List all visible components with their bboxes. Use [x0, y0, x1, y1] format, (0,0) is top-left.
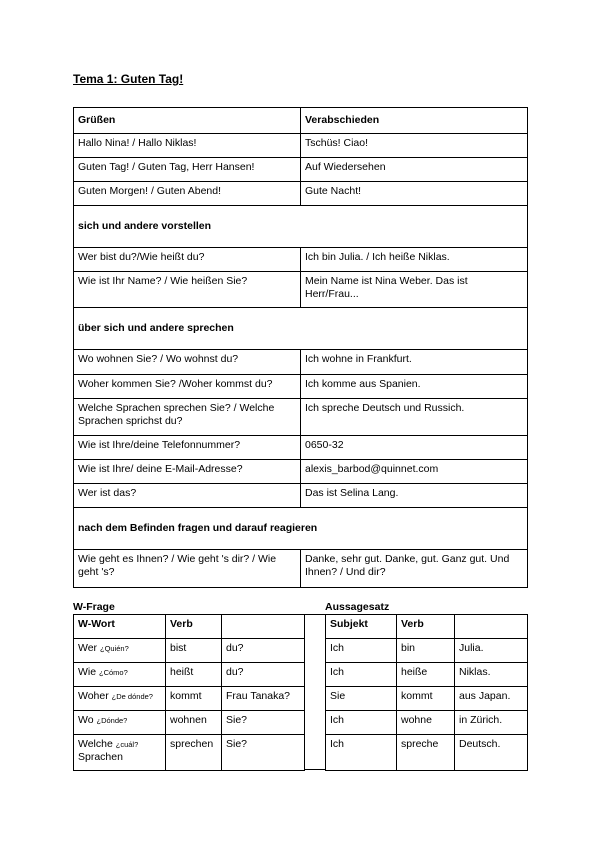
page-title: Tema 1: Guten Tag! — [73, 72, 184, 86]
table-cell: Gute Nacht! — [301, 182, 528, 206]
table-cell: Hallo Nina! / Hallo Niklas! — [74, 134, 301, 158]
table-cell: heißt — [166, 663, 222, 687]
table-cell: Ich — [326, 639, 397, 663]
table-cell: spreche — [397, 735, 455, 771]
table-cell: alexis_barbod@quinnet.com — [301, 460, 528, 484]
table-cell: Ich — [326, 663, 397, 687]
table-cell: Wie ist Ihre/deine Telefonnummer? — [74, 436, 301, 460]
table-row — [74, 711, 305, 735]
table-cell: Wo wohnen Sie? / Wo wohnst du? — [74, 350, 301, 375]
header-verb: Verb — [397, 615, 455, 639]
table-cell: Das ist Selina Lang. — [301, 484, 528, 508]
table-cell: Wer ist das? — [74, 484, 301, 508]
table-row — [74, 248, 528, 272]
table-row — [74, 639, 305, 663]
table-cell: wohnen — [166, 711, 222, 735]
table-cell: in Zürich. — [455, 711, 528, 735]
table-cell: Ich bin Julia. / Ich heiße Niklas. — [301, 248, 528, 272]
table-row — [326, 735, 528, 771]
table-row — [74, 436, 528, 460]
table-row — [74, 272, 528, 308]
table-cell: wohne — [397, 711, 455, 735]
table-row — [326, 663, 528, 687]
header-farewell: Verabschieden — [301, 108, 528, 134]
table-row — [326, 639, 528, 663]
section-heading: sich und andere vorstellen — [74, 206, 528, 248]
header-greeting: Grüßen — [74, 108, 301, 134]
table-cell: Sie? — [222, 735, 305, 771]
table-cell: Deutsch. — [455, 735, 528, 771]
spanish-translation: ¿Quién? — [99, 644, 129, 653]
header-subjekt: Subjekt — [326, 615, 397, 639]
table-row — [326, 687, 528, 711]
table-cell: Wie ist Ihre/ deine E-Mail-Adresse? — [74, 460, 301, 484]
header-verb: Verb — [166, 615, 222, 639]
table-row — [74, 375, 528, 399]
spanish-translation: ¿De dónde? — [111, 692, 153, 701]
table-row — [74, 735, 305, 771]
table-cell: Wer bist du?/Wie heißt du? — [74, 248, 301, 272]
table-cell: Ich spreche Deutsch und Russich. — [301, 399, 528, 436]
spanish-translation: ¿Cómo? — [99, 668, 128, 677]
table-divider — [304, 614, 325, 770]
table-row — [74, 399, 528, 436]
table-row — [74, 460, 528, 484]
header-empty — [455, 615, 528, 639]
header-empty — [222, 615, 305, 639]
header-wwort: W-Wort — [74, 615, 166, 639]
table-cell: Ich — [326, 735, 397, 771]
table-cell: du? — [222, 663, 305, 687]
table-row — [74, 687, 305, 711]
table-cell: sprechen — [166, 735, 222, 771]
table-cell: Auf Wiedersehen — [301, 158, 528, 182]
table-cell: Ich — [326, 711, 397, 735]
table-cell: Guten Morgen! / Guten Abend! — [74, 182, 301, 206]
section-heading: nach dem Befinden fragen und darauf reagieren — [74, 508, 528, 550]
table-cell: Julia. — [455, 639, 528, 663]
table-cell: bin — [397, 639, 455, 663]
wfrage-table — [73, 614, 305, 771]
table-header-row — [74, 108, 528, 134]
table-row — [74, 182, 528, 206]
table-cell: Woher kommen Sie? /Woher kommst du? — [74, 375, 301, 399]
table-cell: Wie geht es Ihnen? / Wie geht 's dir? / Wie geht 's? — [74, 550, 301, 588]
table-cell — [74, 687, 166, 711]
table-cell: Sie? — [222, 711, 305, 735]
table-cell: Mein Name ist Nina Weber. Das ist Herr/Frau... — [301, 272, 528, 308]
spanish-translation: ¿cuál? — [115, 740, 139, 749]
w-word-continuation: Sprachen — [78, 750, 123, 763]
phrases-table — [73, 107, 528, 588]
wfrage-caption: W-Frage — [73, 601, 115, 613]
table-cell: kommt — [166, 687, 222, 711]
table-cell: aus Japan. — [455, 687, 528, 711]
table-header-row — [74, 615, 305, 639]
table-row — [74, 484, 528, 508]
table-cell — [74, 711, 166, 735]
section-heading: über sich und andere sprechen — [74, 308, 528, 350]
w-word: Woher — [78, 690, 109, 702]
w-word: Wo — [78, 714, 94, 726]
table-cell — [74, 639, 166, 663]
table-cell: Welche Sprachen sprechen Sie? / Welche Sprachen sprichst du? — [74, 399, 301, 436]
table-row — [74, 158, 528, 182]
table-cell: Danke, sehr gut. Danke, gut. Ganz gut. Und Ihnen? / Und dir? — [301, 550, 528, 588]
section-row — [74, 308, 528, 350]
aussage-table — [325, 614, 528, 771]
table-row — [74, 550, 528, 588]
w-word: Wie — [78, 666, 97, 678]
w-word: Wer — [78, 642, 98, 654]
table-cell: Frau Tanaka? — [222, 687, 305, 711]
table-cell: Ich wohne in Frankfurt. — [301, 350, 528, 375]
table-cell: Guten Tag! / Guten Tag, Herr Hansen! — [74, 158, 301, 182]
table-cell — [74, 735, 166, 771]
table-cell: Sie — [326, 687, 397, 711]
table-row — [74, 663, 305, 687]
table-cell: Ich komme aus Spanien. — [301, 375, 528, 399]
table-cell: Tschüs! Ciao! — [301, 134, 528, 158]
table-cell: Niklas. — [455, 663, 528, 687]
table-row — [326, 711, 528, 735]
section-row — [74, 508, 528, 550]
w-word: Welche — [78, 738, 113, 750]
table-cell — [74, 663, 166, 687]
table-cell: kommt — [397, 687, 455, 711]
spanish-translation: ¿Dónde? — [96, 716, 128, 725]
table-cell: du? — [222, 639, 305, 663]
table-row — [74, 350, 528, 375]
table-header-row — [326, 615, 528, 639]
table-cell: bist — [166, 639, 222, 663]
section-row — [74, 206, 528, 248]
aussage-caption: Aussagesatz — [325, 601, 390, 613]
table-cell: heiße — [397, 663, 455, 687]
table-row — [74, 134, 528, 158]
table-cell: Wie ist Ihr Name? / Wie heißen Sie? — [74, 272, 301, 308]
table-cell: 0650-32 — [301, 436, 528, 460]
